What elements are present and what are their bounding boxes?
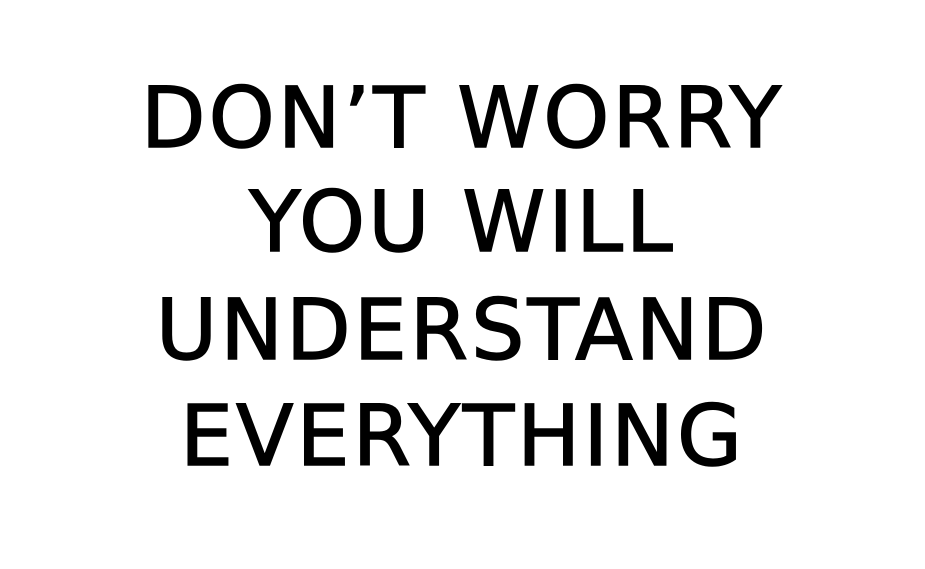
text-line-4: EVERYTHING bbox=[179, 387, 746, 485]
text-line-3: UNDERSTAND bbox=[155, 281, 770, 379]
text-line-2: YOU WILL bbox=[249, 173, 676, 271]
text-line-1: DON’T WORRY bbox=[140, 69, 785, 167]
